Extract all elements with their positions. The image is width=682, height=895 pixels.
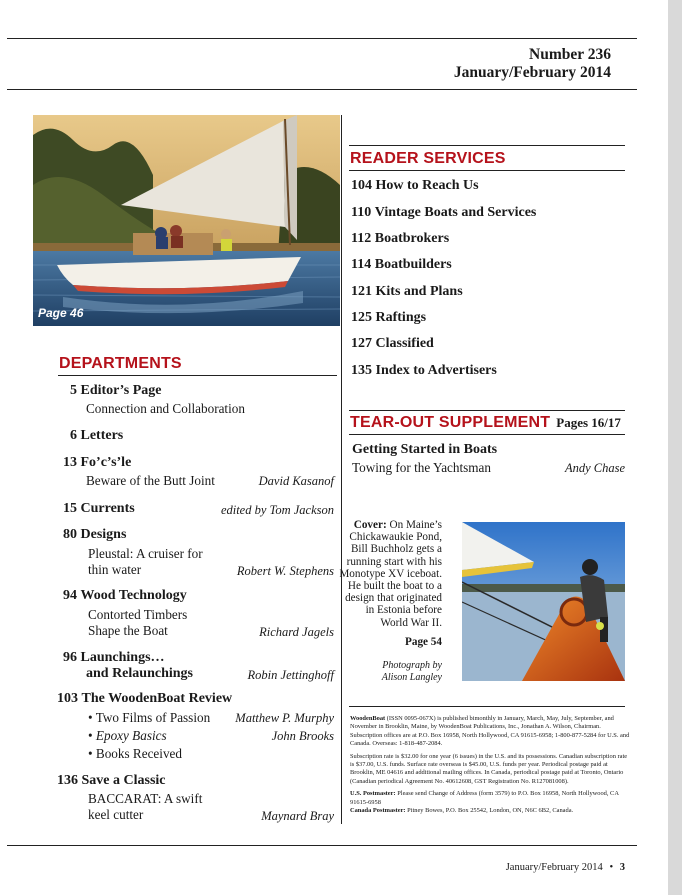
service-vintage-boats: 110 Vintage Boats and Services [351,205,537,220]
dept-title-cont: and Relaunchings [86,666,193,681]
cover-page-ref: Page 54 [405,636,442,648]
iceboat-photo [462,522,625,681]
service-how-to-reach-us: 104 How to Reach Us [351,178,479,193]
departments-rule [58,375,337,376]
canada-postmaster-paragraph: Canada Postmaster: Pitney Bowes, P.O. Box 25542, London, ON, N6C 6B2, Canada. [350,807,574,815]
dept-title: Designs [80,527,127,542]
tearout-header [350,414,621,432]
cover-credit: Photograph by Alison Langley [381,660,442,683]
service-index-to-advertisers: 135 Index to Advertisers [351,363,497,378]
dept-author: Maynard Bray [261,809,334,823]
review-item: • Two Films of Passion [88,710,211,725]
sailboat-photo [33,115,340,326]
tearout-top-rule [349,410,625,411]
tearout-rule [349,434,625,435]
dept-woodenboat-review: 103 The WoodenBoat Review [57,691,233,706]
dept-subtitle: Pleustal: A cruiser for [88,546,203,561]
tearout-subtitle: Towing for the Yachtsman [352,460,491,475]
departments-title: DEPARTMENTS [59,355,182,372]
page-edge-shadow [668,0,682,895]
dept-subtitle: Shape the Boat [88,623,168,638]
service-raftings: 125 Raftings [351,310,427,325]
dept-title: Wood Technology [80,588,187,603]
publication-info [350,715,630,815]
dept-author: David Kasanof [258,474,334,488]
dept-designs: 80 Designs [63,527,127,542]
dept-save-a-classic: 136 Save a Classic [57,773,166,788]
dept-currents: 15 Currents [63,501,135,516]
dept-wood-technology: 94 Wood Technology [63,588,187,603]
cover-description: Cover: On Maine’s Chickawaukie Pond, Bill Buchholz gets a running start with his Monotype XV iceboat. He built the boat to a design that originated in Estonia before World War II. [339,519,442,629]
reader-services-top-rule [349,145,625,146]
header-rule [7,89,637,90]
sailboat-image [33,115,340,326]
dept-title: Currents [80,501,135,516]
service-classified: 127 Classified [351,336,434,351]
dept-author: edited by Tom Jackson [220,503,334,517]
issue-date: January/February 2014 [453,64,611,81]
photo-caption: Page 46 [38,306,84,320]
reader-services-title: READER SERVICES [350,150,506,167]
page-number: 3 [619,862,625,873]
service-boatbrokers: 112 Boatbrokers [351,231,450,246]
tearout-pages: Pages 16/17 [556,415,621,430]
column-divider [341,115,342,824]
dept-author: Robin Jettinghoff [247,668,334,682]
dept-editors-page: 5 Editor’s Page [70,383,162,398]
dept-focsle: 13 Fo’c’s’le [63,455,132,470]
subscription-paragraph: Subscription rate is $32.00 for one year (6 issues) in the U.S. and its possessions. Canadian subscription rate is $37.00, U.S. funds. Surface rate overseas is $45.00, U.S. funds per year. Periodical postage paid at Brooklin, ME 04616 and additional mailing offices. In Canada, periodical postage paid at Toronto, Ontario (Canadian periodical Agreement No. 40612608, GST Registration No. R127081008). [350,752,628,785]
reader-services-rule [349,170,625,171]
dept-author: Richard Jagels [259,625,334,639]
folio-date: January/February 2014 [505,862,603,873]
review-item: • Epoxy Basics [88,728,167,743]
dept-subtitle: Contorted Timbers [88,607,188,622]
dept-letters: 6 Letters [70,428,124,443]
dept-launchings: 96 Launchings… [63,650,165,665]
us-postmaster-paragraph: U.S. Postmaster: Please send Change of Address (form 3579) to P.O. Box 16958, North Hollywood, CA 91615-6958 [350,790,619,806]
tearout-author: Andy Chase [564,461,625,475]
cover-label: Cover: [353,519,387,531]
issue-number: Number 236 [529,46,611,63]
fineprint-rule [349,706,625,707]
service-boatbuilders: 114 Boatbuilders [351,257,452,272]
review-item: • Books Received [88,746,182,761]
tearout-heading: Getting Started in Boats [352,442,498,457]
iceboat-image [462,522,625,681]
dept-author: John Brooks [271,729,334,743]
dept-title: Launchings… [80,650,165,665]
service-kits-and-plans: 121 Kits and Plans [351,284,463,299]
dept-subtitle: BACCARAT: A swift [88,791,203,806]
dept-subtitle: thin water [88,562,142,577]
dept-title: Letters [80,428,124,443]
publication-paragraph: WoodenBoat (ISSN 0095-067X) is published bimonthly in January, March, May, July, September, and November in Brooklin, Maine, by WoodenBoat Publications, Inc., Jonathan A. Wilson, Chairman. Subscription offices are at P.O. Box 16958, North Hollywood, CA 91615-6958; 1-800-877-5284 for U.S. and Canada. Overseas: 1-818-487-2084. [350,715,630,748]
dept-subtitle: Connection and Collaboration [86,401,245,416]
dept-author: Matthew P. Murphy [235,711,334,725]
tearout-title: TEAR-OUT SUPPLEMENT [350,414,551,431]
dept-author: Robert W. Stephens [236,564,334,578]
dept-title: Fo’c’s’le [80,455,132,470]
top-rule [7,38,637,39]
dept-subtitle: keel cutter [88,807,144,822]
dept-title: Save a Classic [81,773,166,788]
bottom-rule [7,845,637,846]
folio: January/February 2014 • 3 [505,862,625,873]
dept-title: Editor’s Page [80,383,162,398]
dept-title: The WoodenBoat Review [81,691,233,706]
dept-subtitle: Beware of the Butt Joint [86,473,215,488]
